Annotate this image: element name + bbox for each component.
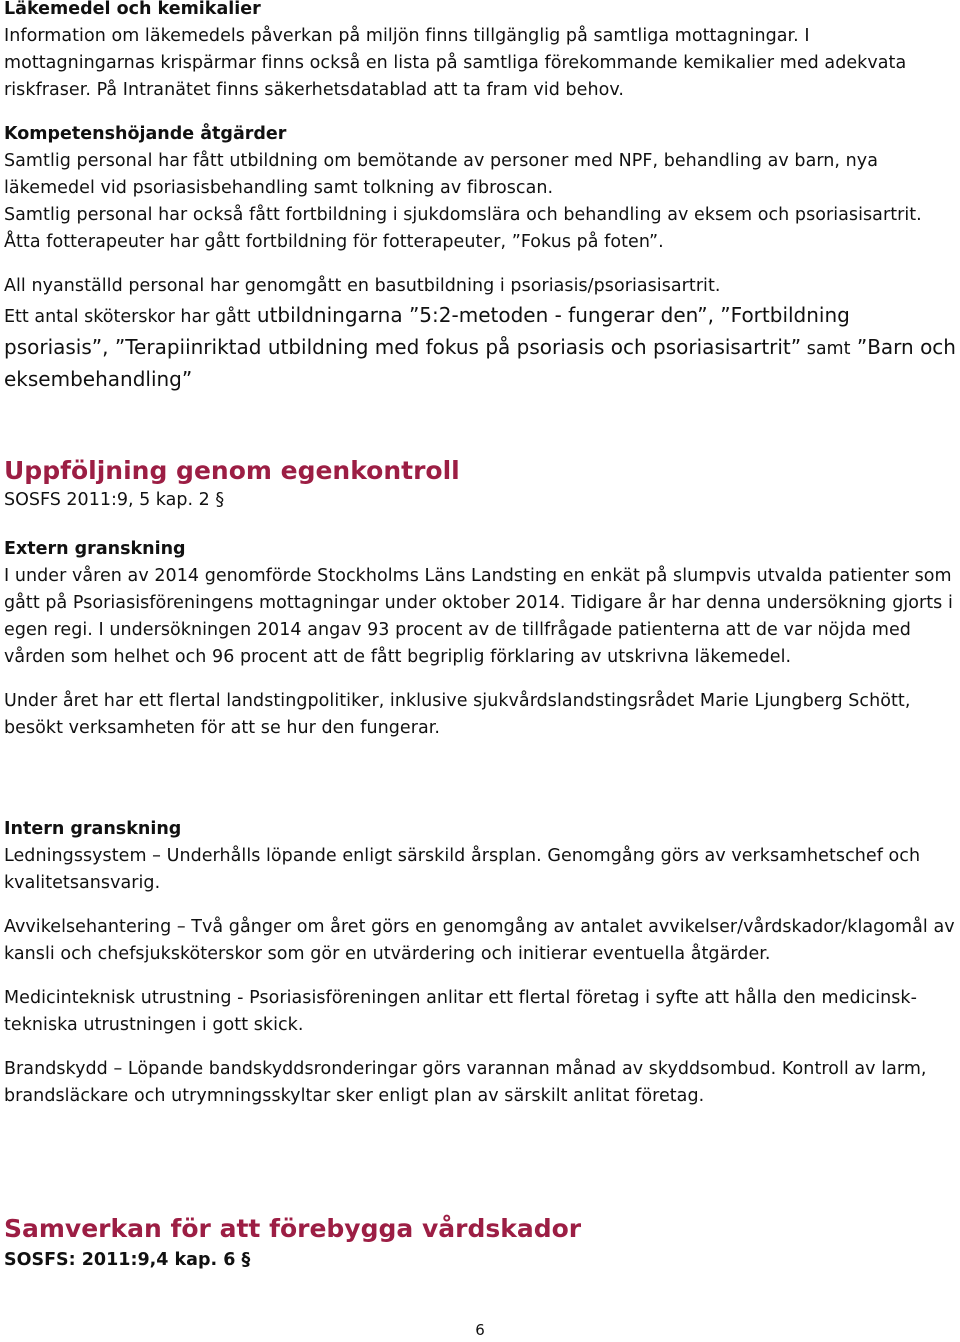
uppfoljning-title: Uppföljning genom egenkontroll [4, 456, 460, 485]
intern-avvikelse: Avvikelsehantering – Två gånger om året görs en genomgång av antalet avvikelser/vårdskador/klagomål av kansli och chefsjuksköterskor som gör en utvärdering och initierar eventuella åtgärder. [4, 917, 955, 964]
kompetens-text-4 [4, 300, 956, 394]
kompetens-text-4-courses-2: ”Barn och eksembehandling” [4, 335, 956, 391]
intern-section [4, 816, 956, 1110]
uppfoljning-reference-text: SOSFS 2011:9, 5 kap. 2 [4, 490, 210, 510]
intern-ledning: Ledningssystem – Underhålls löpande enligt särskild årsplan. Genomgång görs av verksamhetschef och kvalitetsansvarig. [4, 846, 921, 893]
kompetens-text-4-courses: utbildningarna ”5:2-metoden - fungerar den”, ”Fortbildning psoriasis”, ”Terapiinriktad utbildning med fokus på psoriasis och psoriasisartrit” [4, 303, 850, 359]
lakemedel-text: Information om läkemedels påverkan på miljön finns tillgänglig på samtliga mottagningar. I mottagningarnas krispärmar finns också en lista på samtliga förekommande kemikalier med adekvata riskfraser. På Intranätet finns säkerhetsdatablad att ta fram vid behov. [4, 26, 907, 100]
extern-section [4, 536, 956, 742]
intern-brandskydd: Brandskydd – Löpande bandskyddsronderingar görs varannan månad av skyddsombud. Kontroll av larm, brandsläckare och utrymningsskyltar sker enligt plan av särskilt anlitat företag. [4, 1059, 927, 1106]
lakemedel-section [4, 0, 956, 104]
samverkan-reference-text: SOSFS: 2011:9,4 kap. 6 [4, 1250, 236, 1270]
kompetens-section [4, 121, 956, 394]
extern-heading: Extern granskning [4, 539, 186, 559]
extern-text-1: I under våren av 2014 genomförde Stockholms Läns Landsting en enkät på slumpvis utvalda patienter som gått på Psoriasisföreningens mottagningar under oktober 2014. Tidigare år har denna undersökning gjorts i egen regi. I undersökningen 2014 angav 93 procent av de tillfrågade patienterna att de var nöjda med vården som helhet och 96 procent att de fått begriplig förklaring av utskrivna läkemedel. [4, 566, 953, 667]
page-number: 6 [475, 1321, 485, 1339]
kompetens-text-4-start: Ett antal sköterskor har gått [4, 307, 251, 327]
lakemedel-heading: Läkemedel och kemikalier [4, 0, 261, 19]
uppfoljning-reference [4, 487, 956, 514]
intern-heading: Intern granskning [4, 819, 182, 839]
kompetens-text-3: All nyanställd personal har genomgått en basutbildning i psoriasis/psoriasisartrit. [4, 276, 721, 296]
uppfoljning-section [4, 455, 956, 514]
kompetens-text-1: Samtlig personal har fått utbildning om bemötande av personer med NPF, behandling av barn, nya läkemedel vid psoriasisbehandling samt tolkning av fibroscan. [4, 151, 878, 198]
samverkan-section [4, 1213, 956, 1274]
samverkan-reference [4, 1247, 956, 1274]
kompetens-text-4-samt: samt [801, 339, 851, 359]
intern-medicinteknisk: Medicinteknisk utrustning - Psoriasisföreningen anlitar ett flertal företag i syfte att hålla den medicinsk-tekniska utrustningen i gott skick. [4, 988, 917, 1035]
kompetens-text-2: Samtlig personal har också fått fortbildning i sjukdomslära och behandling av eksem och psoriasisartrit. Åtta fotterapeuter har gått fortbildning för fotterapeuter, ”Fokus på foten”. [4, 205, 922, 252]
kompetens-heading: Kompetenshöjande åtgärder [4, 124, 287, 144]
paragraph-sign-icon: § [241, 1250, 251, 1270]
samverkan-title: Samverkan för att förebygga vårdskador [4, 1214, 582, 1243]
extern-text-2: Under året har ett flertal landstingpolitiker, inklusive sjukvårdslandstingsrådet Marie Ljungberg Schött, besökt verksamheten för att se hur den fungerar. [4, 691, 911, 738]
paragraph-sign-icon: § [215, 490, 225, 510]
